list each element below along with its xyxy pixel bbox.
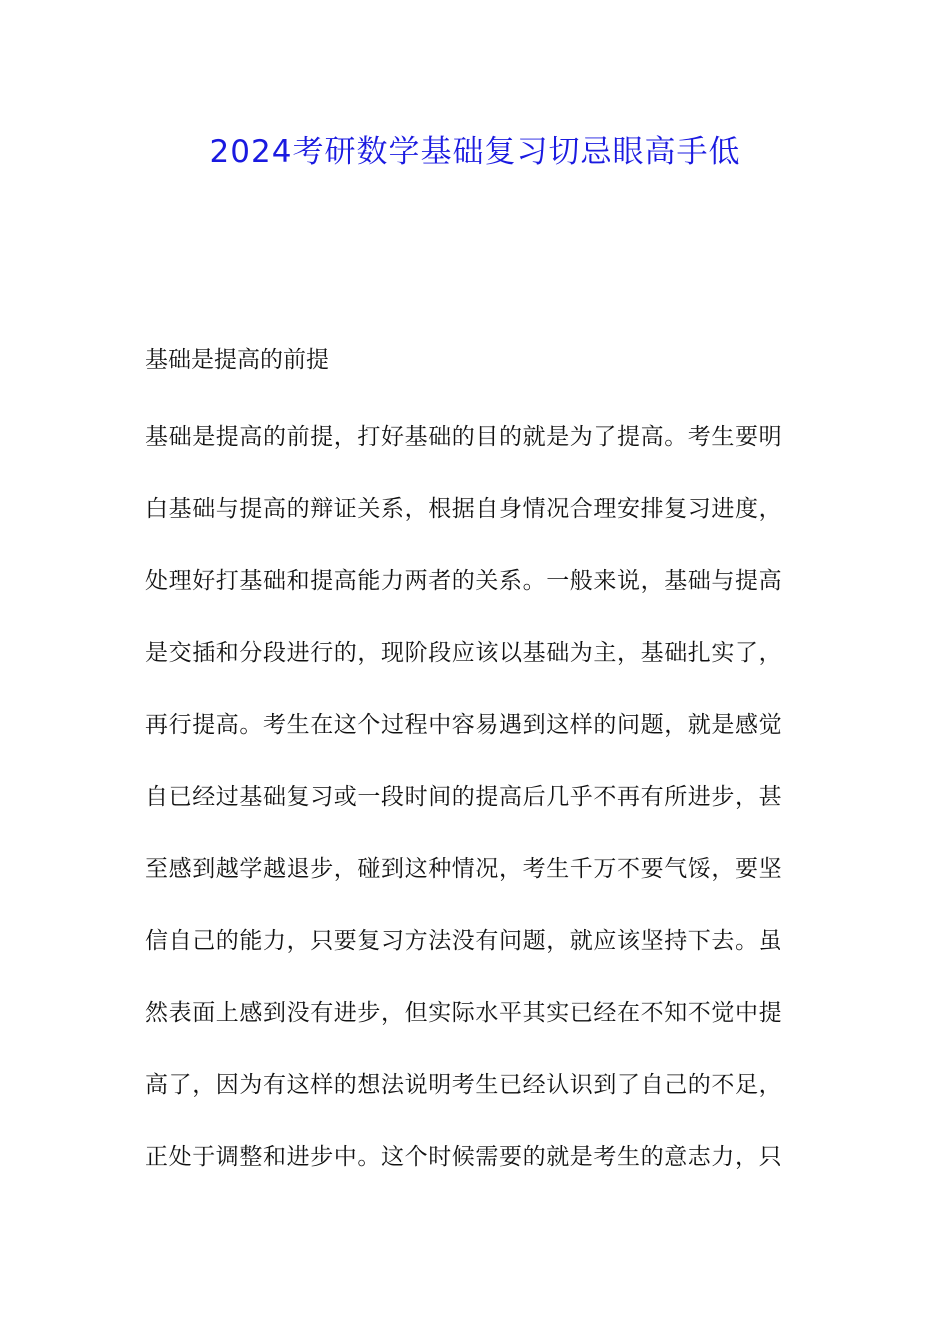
- body-line: 再行提高。考生在这个过程中容易遇到这样的问题，就是感觉: [145, 712, 783, 738]
- section-heading: 基础是提高的前提: [145, 347, 329, 373]
- body-line: 自已经过基础复习或一段时间的提高后几乎不再有所进步，甚: [145, 784, 783, 810]
- body-line: 高了，因为有这样的想法说明考生已经认识到了自己的不足，: [145, 1072, 783, 1098]
- body-line: 基础是提高的前提，打好基础的目的就是为了提高。考生要明: [145, 424, 783, 450]
- body-line: 处理好打基础和提高能力两者的关系。一般来说，基础与提高: [145, 568, 783, 594]
- body-line: 信自己的能力，只要复习方法没有问题，就应该坚持下去。虽: [145, 928, 783, 954]
- body-line: 至感到越学越退步，碰到这种情况，考生千万不要气馁，要坚: [145, 856, 783, 882]
- document-title: 2024考研数学基础复习切忌眼高手低: [209, 134, 741, 170]
- body-line: 是交插和分段进行的，现阶段应该以基础为主，基础扎实了，: [145, 640, 783, 666]
- body-line: 白基础与提高的辩证关系，根据自身情况合理安排复习进度，: [145, 496, 783, 522]
- body-line: 正处于调整和进步中。这个时候需要的就是考生的意志力，只: [145, 1144, 783, 1170]
- body-text: [145, 416, 810, 1208]
- body-line: 然表面上感到没有进步，但实际水平其实已经在不知不觉中提: [145, 1000, 783, 1026]
